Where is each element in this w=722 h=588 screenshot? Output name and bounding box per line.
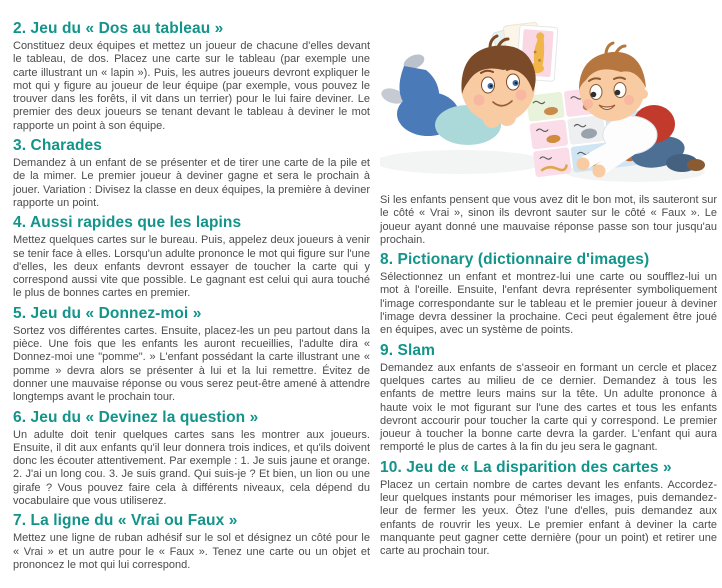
section-title: 2. Jeu du « Dos au tableau » (13, 20, 224, 37)
section-body: Demandez aux enfants de s'asseoir en formant un cercle et placez quelques cartes au milieu de ce dernier. Demandez à tous les enfants de mettre leurs mains sur la tête. Un adulte prononce à haute voix le mot figurant sur l'une des cartes et tous les enfants devront accourir pour toucher la carte qui y correspond. Le premier joueur à toucher la bonne carte devra la garder. L'enfant qui aura remporté le plus de cartes à la fin du jeu sera le gagnant. (380, 361, 717, 454)
section-body: Mettez quelques cartes sur le bureau. Puis, appelez deux joueurs à venir se tenir face à elles. Lorsqu'un adulte prononce le mot qui figure sur l'une d'elles, les deux enfants devront essayer de toucher la carte qui y correspond aussi vite que possible. Le gagnant est celui qui aura touché le plus de bonnes cartes en premier. (13, 234, 370, 300)
section-disparition-cartes (380, 459, 717, 559)
section-vrai-ou-faux-continuation: Si les enfants pensent que vous avez dit le bon mot, ils sauteront sur le côté « Vrai », sinon ils devront sauter sur le côté « Faux ». Le joueur ayant donné une mauvaise réponse passe son tour jusqu'au prochain. (380, 194, 717, 246)
section-charades (13, 137, 370, 210)
boy-right (577, 43, 706, 178)
illustration-svg (380, 12, 717, 192)
section-title: 6. Jeu du « Devinez la question » (13, 408, 259, 426)
section-dos-au-tableau (13, 20, 370, 133)
right-column (380, 12, 717, 560)
section-body: Mettez une ligne de ruban adhésif sur le sol et désignez un côté pour le « Vrai » et un autre pour le « Faux ». Tenez une carte ou un objet et prononcez le mot qui lui correspond. (13, 532, 370, 571)
section-donnez-moi (13, 305, 370, 405)
section-title: 5. Jeu du « Donnez-moi » (13, 304, 202, 322)
section-devinez-question (13, 409, 370, 509)
section-pictionary (380, 251, 717, 337)
section-vrai-ou-faux (13, 512, 370, 572)
section-body: Sortez vos différentes cartes. Ensuite, placez-les un peu partout dans la pièce. Une fois que les enfants les auront recueillies, l'adulte dira « Donnez-moi une "pomme". » L'enfant possédant la carte illustrant une « pomme » devra alors se présenter à lui et la lui remettre. Évitez de donner une mauvaise réponse ou vous serez peut-être amené à attendre longtemps avant le prochain tour. (13, 324, 370, 404)
section-title: 10. Jeu de « La disparition des cartes » (380, 458, 672, 476)
section-rapides-lapins (13, 214, 370, 300)
section-body: Un adulte doit tenir quelques cartes sans les montrer aux joueurs. Ensuite, il dit aux enfants qu'il leur donnera trois indices, et qu'ils doivent donc les écouter attentivement. Par exemple : 1. Je suis jaune et orange. 2. J'ai un long cou. 3. Je suis grand. Qui suis-je ? Et bien, un lion ou une girafe ? Vous pouvez faire cela à différents niveaux, cela dépend du vocabulaire que vous utiliserez. (13, 428, 370, 508)
section-body: Sélectionnez un enfant et montrez-lui une carte ou soufflez-lui un mot à l'oreille. Ensuite, l'enfant devra représenter symboliquement l'image correspondante sur le tableau et le premier joueur à deviner l'image devra dessiner la prochaine. Ceci peut également être joué en équipes, avec un système de points. (380, 271, 717, 337)
section-body: Placez un certain nombre de cartes devant les enfants. Accordez-leur quelques instants pour mémoriser les images, puis demandez-leur de fermer les yeux. Ôtez l'une d'elles, puis demandez aux enfants de rouvrir les yeux. Le premier enfant à deviner la carte manquante peut gagner cette dernière (pour un point) et retirer une carte au prochain tour. (380, 478, 717, 558)
section-slam (380, 342, 717, 455)
section-title: 3. Charades (13, 137, 102, 155)
section-body: Constituez deux équipes et mettez un joueur de chacune d'elles devant le tableau, de dos. Placez une carte sur le tableau (par exemple une carte illustrant un « lapin »). Puis, les autres joueurs devront expliquer le mot qui y figure au joueur de leur équipe (par exemple, vous pouvez le trouver dans les forêts, il vit dans un terrier) pour le lui faire deviner. Le premier des deux joueurs se tenant devant le tableau à deviner le mot rapporte un point à son équipe. (13, 40, 370, 132)
children-playing-cards-illustration (380, 12, 717, 192)
boy-left (380, 36, 536, 145)
section-body: Demandez à un enfant de se présenter et de tirer une carte de la pile et de la mimer. Le premier joueur à deviner gagne et sera le prochain à jouer. Variation : Divisez la classe en deux équipes, la première à deviner rapporte un point. (13, 157, 370, 209)
boy-right-shoe (687, 159, 705, 171)
section-title: 4. Aussi rapides que les lapins (13, 214, 242, 232)
section-title: 9. Slam (380, 341, 435, 359)
section-title: 7. La ligne du « Vrai ou Faux » (13, 512, 238, 530)
section-title: 8. Pictionary (dictionnaire d'images) (380, 251, 650, 269)
left-column (13, 20, 370, 573)
